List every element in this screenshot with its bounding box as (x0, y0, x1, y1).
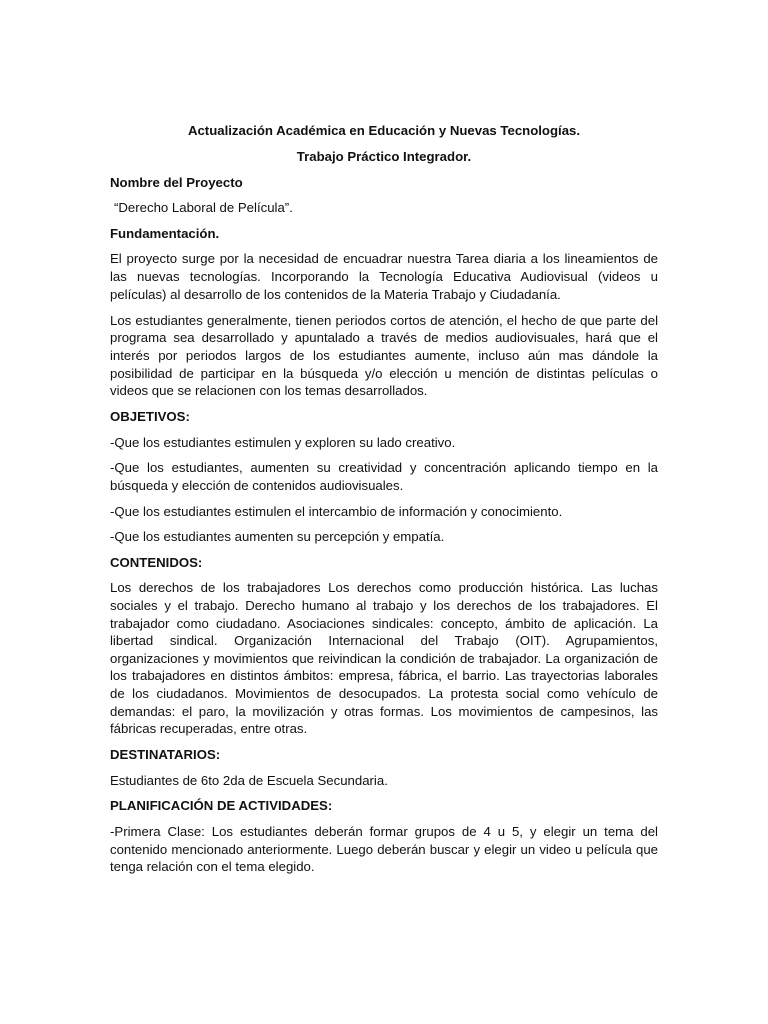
objective-item-4: -Que los estudiantes aumenten su percepción y empatía. (110, 529, 445, 545)
document-page (110, 122, 658, 876)
rationale-heading: Fundamentación. (110, 225, 220, 241)
audience-text: Estudiantes de 6to 2da de Escuela Secundaria. (110, 772, 388, 788)
contents-heading: CONTENIDOS: (110, 554, 203, 570)
document-title: Actualización Académica en Educación y Nuevas Tecnologías. (187, 123, 581, 138)
project-name: “Derecho Laboral de Película”. (114, 200, 293, 216)
activities-paragraph: -Primera Clase: Los estudiantes deberán formar grupos de 4 u 5, y elegir un tema del contenido mencionado anteriormente. Luego deberán buscar y elegir un video u película que tenga relación con el tema elegido. (110, 824, 658, 875)
contents-paragraph: Los derechos de los trabajadores Los derechos como producción histórica. Las luchas sociales y el trabajo. Derecho humano al trabajo y los derechos de los trabajadores. El trabajador como ciudadano. Asociaciones sindicales: concepto, ámbito de aplicación. La libertad sindical. Organización Internacional del Trabajo (OIT). Agrupamientos, organizaciones y movimientos que reivindican la condición de trabajador. La organización de los trabajadores en distintos ámbitos: empresa, fábrica, el barrio. Las trayectorias laborales de los ciudadanos. Movimientos de desocupados. La protesta social como vehículo de demandas: el paro, la movilización y otras formas. Los movimientos de campesinos, las fábricas recuperadas, entre otras. (110, 580, 658, 737)
document-subtitle: Trabajo Práctico Integrador. (296, 149, 472, 165)
objectives-heading: OBJETIVOS: (110, 409, 190, 425)
rationale-paragraph-1: El proyecto surge por la necesidad de encuadrar nuestra Tarea diaria a los lineamientos de las nuevas tecnologías. Incorporando la Tecnología Educativa Audiovisual (videos u películas) al desarrollo de los contenidos de la Materia Trabajo y Ciudadanía. (110, 251, 658, 302)
activities-heading: PLANIFICACIÓN DE ACTIVIDADES: (110, 798, 333, 814)
objective-item-2: -Que los estudiantes, aumenten su creatividad y concentración aplicando tiempo en la búsqueda y elección de contenidos audiovisuales. (110, 460, 658, 493)
objective-item-1: -Que los estudiantes estimulen y exploren su lado creativo. (110, 434, 456, 450)
project-name-heading: Nombre del Proyecto (110, 174, 243, 190)
rationale-paragraph-2: Los estudiantes generalmente, tienen periodos cortos de atención, el hecho de que parte del programa sea desarrollado y apuntalado a través de medios audiovisuales, hará que el interés por periodos largos de los estudiantes aumente, incluso aún mas dándole la posibilidad de participar en la búsqueda y/o elección u mención de distintas películas o videos que se relacionen con los temas desarrollados. (110, 312, 658, 399)
objective-item-3: -Que los estudiantes estimulen el intercambio de información y conocimiento. (110, 503, 563, 519)
audience-heading: DESTINATARIOS: (110, 747, 221, 763)
